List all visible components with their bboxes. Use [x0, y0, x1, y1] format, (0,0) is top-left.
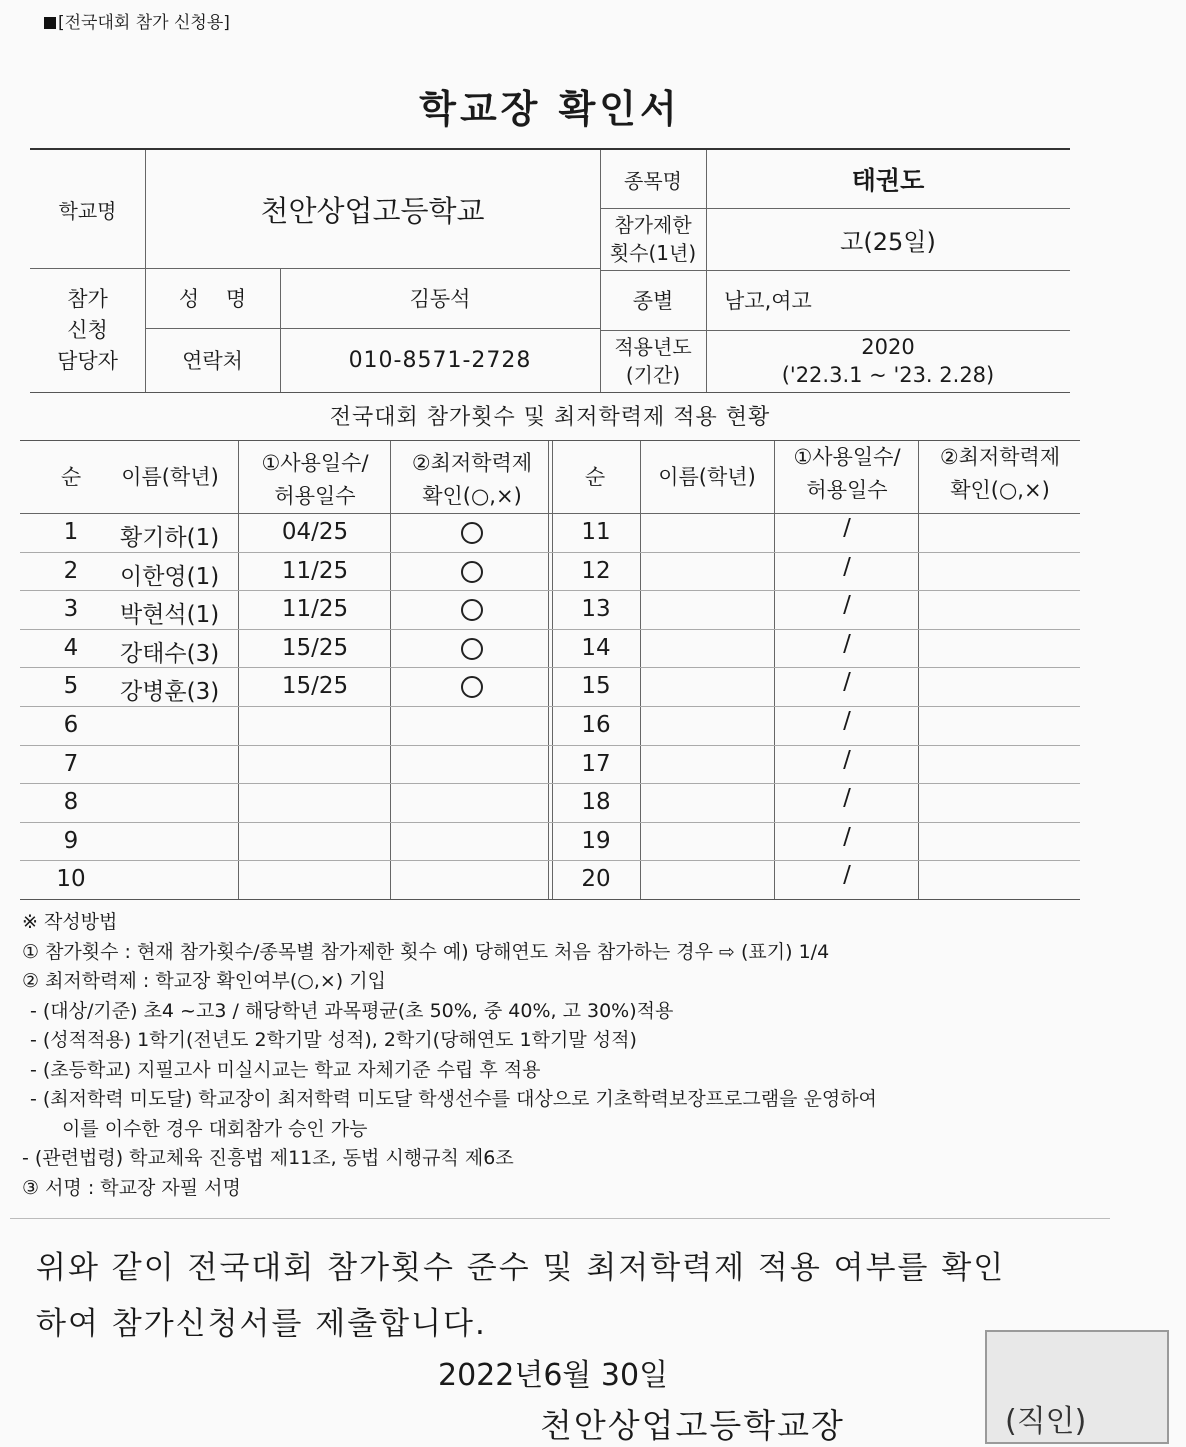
statement-line-2: 하여 참가신청서를 제출합니다. [36, 1306, 487, 1342]
method-sub-4: - (최저학력 미도달) 학교장이 최저학력 미도달 학생선수를 대상으로 기초학력보장프로그램을 운영하여 [30, 1088, 877, 1110]
header-check-line2: 확인(○,×) [422, 484, 522, 508]
header-check-left [392, 447, 552, 513]
row-no: 4 [63, 634, 79, 661]
grid-line [20, 745, 1080, 746]
row-no: 7 [63, 750, 79, 777]
check-mark [392, 561, 552, 589]
row-name: 박현석(1) [120, 602, 220, 629]
row-days: / [843, 515, 851, 541]
header-no-left: 순 [60, 465, 82, 489]
grid-line [390, 441, 391, 899]
school-label: 학교명 [58, 198, 117, 223]
grid-line [238, 441, 239, 899]
row-days: 15/25 [281, 673, 349, 700]
row-days: / [843, 630, 851, 657]
circle-icon [461, 522, 483, 544]
row-days: / [843, 862, 851, 889]
method-item-1: ① 참가횟수 : 현재 참가횟수/종목별 참가제한 횟수 예) 당해연도 처음 참가하는 경우 ⇨ (표기) 1/4 [22, 940, 830, 963]
header-days-line2: 허용일수 [274, 484, 356, 508]
header-check-line2: 확인(○,×) [950, 478, 1050, 502]
row-days: 11/25 [281, 596, 349, 623]
row-no: 11 [581, 519, 611, 545]
limit-label-line1: 참가제한 [614, 213, 692, 237]
header-days-line1: ①사용일수/ [261, 451, 369, 475]
row-no: 1 [63, 519, 79, 545]
year-label-line2: (기간) [625, 363, 681, 387]
row-days: 04/25 [281, 519, 349, 545]
row-days: / [843, 823, 851, 850]
header-name-left: 이름(학년) [121, 465, 219, 489]
grid-line [20, 783, 1080, 784]
row-no: 18 [581, 789, 611, 816]
contact-label: 연락처 [182, 349, 243, 373]
check-mark [392, 522, 552, 550]
row-no: 14 [581, 634, 611, 661]
writing-method [22, 908, 877, 1203]
circle-icon [461, 638, 483, 660]
grid-line [20, 860, 1080, 861]
name-value: 김동석 [409, 287, 471, 311]
method-item-2: ② 최저학력제 : 학교장 확인여부(○,×) 기입 [22, 970, 386, 992]
header-check-line1: ②최저학력제 [411, 451, 533, 475]
statement-line-1: 위와 같이 전국대회 참가횟수 준수 및 최저학력제 적용 여부를 확인 [36, 1250, 1006, 1286]
square-icon [44, 17, 56, 29]
header-no-right: 순 [584, 465, 606, 489]
row-days: 11/25 [281, 557, 349, 584]
method-sub-5: - (관련법령) 학교체육 진흥법 제11조, 동법 시행규칙 제6조 [22, 1147, 514, 1169]
row-no: 9 [63, 827, 79, 854]
grid-line [20, 822, 1080, 823]
row-name: 황기하(1) [120, 525, 220, 551]
period-value: ('22.3.1 ~ '23. 2.28) [781, 363, 995, 387]
method-sub-3: - (초등학교) 지필고사 미실시교는 학교 자체기준 수립 후 적용 [30, 1058, 541, 1081]
row-no: 15 [581, 673, 611, 700]
method-sub-1: - (대상/기준) 초4 ~고3 / 해당학년 과목평균(초 50%, 중 40%, 고 30%)적용 [30, 999, 674, 1022]
divider [10, 1218, 1110, 1219]
form-tag [44, 8, 230, 33]
header-days-line1: ①사용일수/ [793, 445, 901, 469]
row-no: 5 [63, 673, 79, 700]
info-table [30, 148, 1070, 393]
row-no: 10 [56, 866, 86, 893]
applicant-label-line3: 담당자 [57, 348, 118, 373]
circle-icon [461, 599, 483, 621]
method-sub-2: - (성적적용) 1학기(전년도 2학기말 성적), 2학기(당해연도 1학기말 성적) [30, 1029, 637, 1051]
row-days: / [843, 592, 851, 619]
year-label [600, 330, 706, 392]
grid-line [548, 441, 549, 899]
limit-label [600, 208, 706, 270]
contact-value: 010-8571-2728 [348, 347, 532, 373]
row-name: 이한영(1) [120, 563, 220, 590]
method-item-3: ③ 서명 : 학교장 자필 서명 [22, 1176, 241, 1199]
header-days-left [240, 447, 390, 513]
method-title: ※ 작성방법 [22, 911, 118, 933]
row-no: 19 [581, 827, 611, 854]
header-days-line2: 허용일수 [806, 478, 888, 502]
circle-icon [461, 676, 483, 698]
category-label: 종별 [632, 289, 674, 313]
row-days: / [843, 746, 851, 773]
document-title: 학교장 확인서 [419, 87, 681, 131]
row-days: 15/25 [281, 634, 349, 661]
row-no: 6 [63, 712, 79, 738]
header-check-right [920, 441, 1080, 507]
year-value [706, 330, 1070, 392]
row-no: 3 [63, 596, 79, 623]
limit-value: 고(25일) [840, 227, 936, 256]
participants-table [20, 440, 1080, 900]
method-sub-4b: 이를 이수한 경우 대회참가 승인 가능 [62, 1117, 368, 1140]
year-label-line1: 적용년도 [614, 335, 692, 359]
year-value-number: 2020 [861, 335, 915, 359]
row-days: / [843, 785, 851, 812]
row-days: / [843, 669, 851, 696]
check-mark [392, 599, 552, 627]
row-no: 13 [581, 596, 611, 623]
row-no: 12 [581, 557, 611, 584]
row-name: 강병훈(3) [120, 679, 220, 706]
row-days: / [843, 708, 851, 734]
row-no: 20 [581, 866, 611, 893]
event-label: 종목명 [624, 168, 682, 193]
applicant-label-line1: 참가 [67, 286, 108, 311]
event-value: 태권도 [851, 166, 925, 195]
name-label: 성 명 [178, 287, 247, 311]
header-check-line1: ②최저학력제 [939, 445, 1061, 469]
applicant-label [30, 268, 145, 392]
circle-icon [461, 561, 483, 583]
check-mark [392, 676, 552, 704]
grid-line [640, 441, 641, 899]
statement [36, 1240, 1005, 1352]
grid-line [20, 513, 1080, 514]
school-value: 천안상업고등학교 [260, 193, 485, 228]
submission-date: 2022년6월 30일 [438, 1358, 669, 1393]
header-days-right [774, 441, 920, 507]
applicant-label-line2: 신청 [67, 317, 108, 342]
row-days: / [843, 553, 851, 580]
category-value: 남고,여고 [724, 289, 812, 313]
seal-text: (직인) [1005, 1404, 1087, 1439]
principal-name: 천안상업고등학교장 [540, 1406, 845, 1445]
limit-label-line2: 횟수(1년) [609, 241, 697, 265]
row-no: 8 [63, 789, 79, 816]
section-title: 전국대회 참가횟수 및 최저학력제 적용 현황 [329, 405, 771, 430]
check-mark [392, 638, 552, 666]
header-name-right: 이름(학년) [658, 465, 756, 489]
row-no: 16 [581, 712, 611, 738]
row-no: 2 [63, 557, 79, 584]
row-name: 강태수(3) [120, 640, 220, 667]
row-no: 17 [581, 750, 611, 777]
form-tag-text: [전국대회 참가 신청용] [58, 13, 230, 33]
